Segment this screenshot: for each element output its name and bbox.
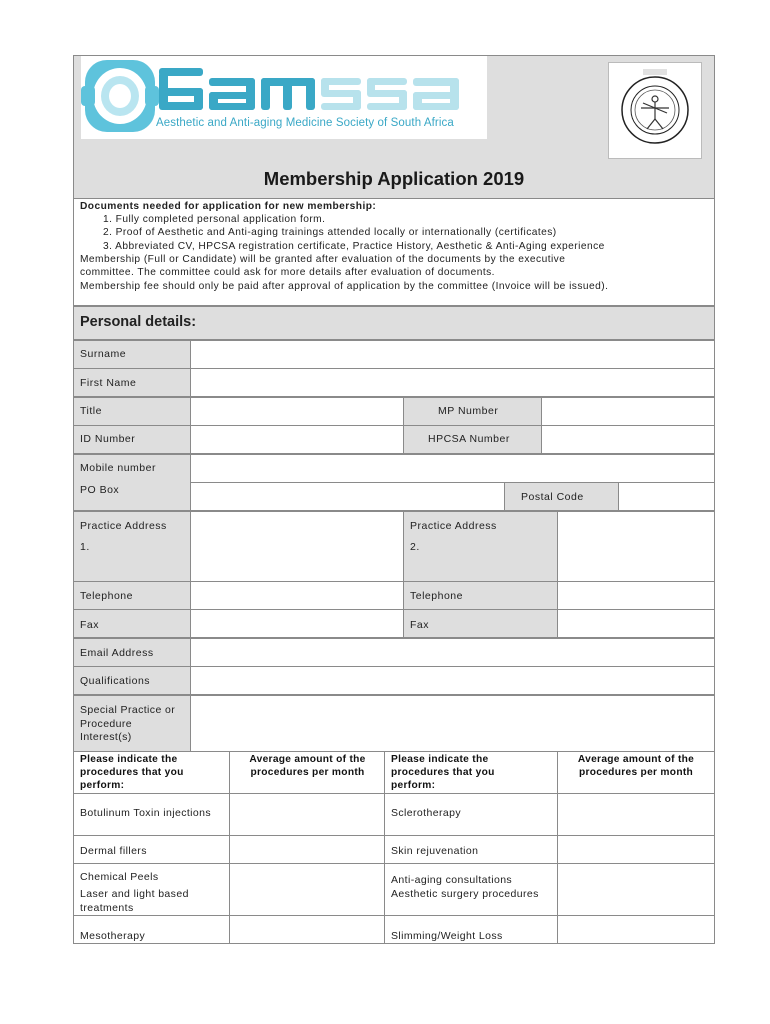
procedure-amount-field[interactable] bbox=[229, 863, 385, 916]
surname-label: Surname bbox=[80, 348, 127, 360]
special-practice-label: Special Practice or Procedure Interest(s) bbox=[80, 704, 176, 743]
procedure-name: Dermal fillers bbox=[80, 845, 147, 857]
document-note: Membership fee should only be paid after approval of application by the committee (Invoice will be issued). bbox=[80, 281, 609, 292]
id-number-field[interactable] bbox=[190, 425, 404, 454]
procedure-name: Aesthetic surgery procedures bbox=[391, 888, 539, 900]
telephone-1-label: Telephone bbox=[80, 590, 133, 602]
procedure-amount-field[interactable] bbox=[229, 793, 385, 836]
procedures-header-average-left-text: Average amount of the procedures per month bbox=[249, 754, 366, 778]
qualifications-label: Qualifications bbox=[80, 675, 151, 687]
uime-badge bbox=[608, 62, 702, 159]
telephone-2-label: Telephone bbox=[410, 590, 463, 602]
mp-number-label: MP Number bbox=[438, 405, 499, 417]
email-label: Email Address bbox=[80, 647, 154, 659]
procedure-name: Chemical Peels bbox=[80, 871, 159, 883]
practice-address-1-number: 1. bbox=[80, 541, 90, 553]
postal-code-label: Postal Code bbox=[521, 491, 584, 503]
first-name-label: First Name bbox=[80, 377, 137, 389]
title-label: Title bbox=[80, 405, 102, 417]
procedure-amount-field[interactable] bbox=[557, 863, 715, 916]
procedure-amount-field[interactable] bbox=[557, 915, 715, 944]
procedure-name: Laser and light based treatments bbox=[80, 888, 189, 914]
postal-code-field[interactable] bbox=[618, 482, 715, 511]
mp-number-field[interactable] bbox=[541, 397, 715, 426]
practice-address-2-field[interactable] bbox=[557, 511, 715, 582]
fax-2-label: Fax bbox=[410, 619, 430, 631]
hpcsa-number-label: HPCSA Number bbox=[428, 433, 510, 445]
telephone-1-field[interactable] bbox=[190, 581, 404, 610]
qualifications-field[interactable] bbox=[190, 666, 715, 695]
practice-address-2-number: 2. bbox=[410, 541, 420, 553]
hpcsa-number-field[interactable] bbox=[541, 425, 715, 454]
procedure-amount-field[interactable] bbox=[229, 915, 385, 944]
personal-details-title: Personal details: bbox=[80, 314, 197, 330]
procedure-name: Mesotherapy bbox=[80, 930, 146, 942]
surname-field[interactable] bbox=[190, 340, 715, 369]
fax-1-field[interactable] bbox=[190, 609, 404, 638]
procedure-name: Skin rejuvenation bbox=[391, 845, 479, 857]
practice-address-1-label: Practice Address bbox=[80, 520, 167, 532]
document-note: committee. The committee could ask for more details after evaluation of documents. bbox=[80, 267, 495, 278]
procedure-amount-field[interactable] bbox=[229, 835, 385, 864]
po-box-label: PO Box bbox=[80, 484, 120, 496]
id-number-label: ID Number bbox=[80, 433, 136, 445]
mobile-number-field[interactable] bbox=[190, 454, 715, 483]
uime-seal-icon bbox=[609, 63, 701, 158]
title-field[interactable] bbox=[190, 397, 404, 426]
procedures-header-average-right-text: Average amount of the procedures per month bbox=[577, 754, 695, 778]
document-item: 3. Abbreviated CV, HPCSA registration certificate, Practice History, Aesthetic & Anti-Aging experience bbox=[103, 241, 605, 252]
email-field[interactable] bbox=[190, 638, 715, 667]
practice-address-1-field[interactable] bbox=[190, 511, 404, 582]
page-title: Membership Application 2019 bbox=[263, 168, 525, 189]
procedures-header-indicate-right-text: Please indicate the procedures that you perform: bbox=[391, 754, 495, 791]
telephone-2-field[interactable] bbox=[557, 581, 715, 610]
fax-1-label: Fax bbox=[80, 619, 100, 631]
documents-heading: Documents needed for application for new membership: bbox=[80, 201, 377, 212]
procedure-amount-field[interactable] bbox=[557, 835, 715, 864]
procedure-name: Sclerotherapy bbox=[391, 807, 461, 819]
first-name-field[interactable] bbox=[190, 368, 715, 397]
po-box-field[interactable] bbox=[190, 482, 505, 511]
practice-address-2-label: Practice Address bbox=[410, 520, 497, 532]
document-note: Membership (Full or Candidate) will be granted after evaluation of the documents by the executive bbox=[80, 254, 566, 265]
procedure-name: Botulinum Toxin injections bbox=[80, 807, 212, 819]
logo-tagline: Aesthetic and Anti-aging Medicine Society of South Africa bbox=[156, 117, 454, 129]
special-practice-field[interactable] bbox=[190, 695, 715, 752]
mobile-number-label: Mobile number bbox=[80, 462, 156, 474]
document-item: 1. Fully completed personal application form. bbox=[103, 214, 326, 225]
procedures-header-indicate-left-text: Please indicate the procedures that you perform: bbox=[80, 754, 184, 791]
procedure-name: Slimming/Weight Loss bbox=[391, 930, 503, 942]
procedure-amount-field[interactable] bbox=[557, 793, 715, 836]
fax-2-field[interactable] bbox=[557, 609, 715, 638]
document-item: 2. Proof of Aesthetic and Anti-aging trainings attended locally or internationally (certificates) bbox=[103, 227, 557, 238]
procedure-name: Anti-aging consultations bbox=[391, 874, 513, 886]
